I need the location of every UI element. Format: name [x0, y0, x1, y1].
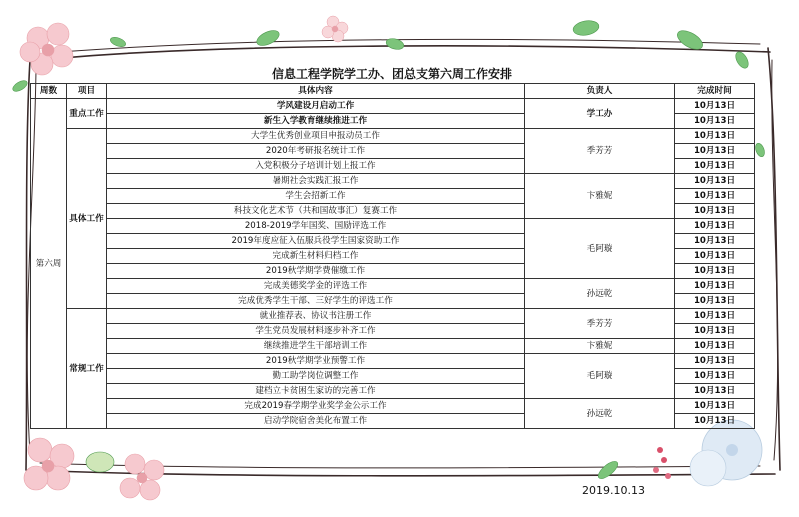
owner-cell: 卞雅妮 — [525, 339, 675, 354]
content-cell: 启动学院宿舍美化布置工作 — [107, 414, 525, 429]
date-cell: 10月13日 — [675, 129, 755, 144]
content-cell: 科技文化艺术节（共和国故事汇）复赛工作 — [107, 204, 525, 219]
header-week: 周数 — [31, 84, 67, 99]
content-cell: 完成美德奖学金的评选工作 — [107, 279, 525, 294]
date-cell: 10月13日 — [675, 114, 755, 129]
content-cell: 入党积极分子培训计划上报工作 — [107, 159, 525, 174]
date-cell: 10月13日 — [675, 384, 755, 399]
content-cell: 勤工助学岗位调整工作 — [107, 369, 525, 384]
content-cell: 就业推荐表、协议书注册工作 — [107, 309, 525, 324]
date-cell: 10月13日 — [675, 399, 755, 414]
category-cell: 常规工作 — [67, 309, 107, 429]
header-date: 完成时间 — [675, 84, 755, 99]
date-cell: 10月13日 — [675, 324, 755, 339]
table-row — [31, 339, 755, 354]
date-cell: 10月13日 — [675, 144, 755, 159]
content-cell: 2020年考研报名统计工作 — [107, 144, 525, 159]
content-cell: 继续推进学生干部培训工作 — [107, 339, 525, 354]
table-row — [31, 309, 755, 324]
footer-date-text: 2019.10.13 — [582, 484, 645, 497]
flower-bottom-right — [653, 420, 762, 486]
table-header-row — [31, 84, 755, 99]
content-cell: 建档立卡贫困生家访的完善工作 — [107, 384, 525, 399]
content-cell: 完成新生材料归档工作 — [107, 249, 525, 264]
content-cell: 2019年度应征入伍服兵役学生国家资助工作 — [107, 234, 525, 249]
date-cell: 10月13日 — [675, 264, 755, 279]
content-cell: 学生党员发展材料逐步补齐工作 — [107, 324, 525, 339]
date-cell: 10月13日 — [675, 204, 755, 219]
owner-cell: 卞雅妮 — [525, 174, 675, 219]
content-cell: 大学生优秀创业项目申报动员工作 — [107, 129, 525, 144]
date-cell: 10月13日 — [675, 234, 755, 249]
date-cell: 10月13日 — [675, 309, 755, 324]
date-cell: 10月13日 — [675, 339, 755, 354]
header-content: 具体内容 — [107, 84, 525, 99]
date-cell: 10月13日 — [675, 189, 755, 204]
content-cell: 2018-2019学年国奖、国励评选工作 — [107, 219, 525, 234]
owner-cell: 毛阿璇 — [525, 219, 675, 279]
date-cell: 10月13日 — [675, 414, 755, 429]
content-cell: 完成2019春学期学业奖学金公示工作 — [107, 399, 525, 414]
table-row — [31, 279, 755, 294]
document-title: 信息工程学院学工办、团总支第六周工作安排 — [271, 67, 512, 81]
content-cell: 学风建设月启动工作 — [107, 99, 525, 114]
flower-top-center — [322, 16, 348, 42]
owner-cell: 季芳芳 — [525, 309, 675, 339]
content-cell: 暑期社会实践汇报工作 — [107, 174, 525, 189]
content-cell: 新生入学教育继续推进工作 — [107, 114, 525, 129]
date-cell: 10月13日 — [675, 249, 755, 264]
date-cell: 10月13日 — [675, 294, 755, 309]
date-cell: 10月13日 — [675, 354, 755, 369]
date-cell: 10月13日 — [675, 159, 755, 174]
table-body — [31, 99, 755, 429]
date-cell: 10月13日 — [675, 99, 755, 114]
table-row — [31, 129, 755, 144]
content-cell: 2019秋学期学费催缴工作 — [107, 264, 525, 279]
date-cell: 10月13日 — [675, 219, 755, 234]
content-cell: 完成优秀学生干部、三好学生的评选工作 — [107, 294, 525, 309]
header-category: 项目 — [67, 84, 107, 99]
schedule-table — [30, 83, 755, 429]
table-row — [31, 174, 755, 189]
date-cell: 10月13日 — [675, 174, 755, 189]
owner-cell: 毛阿璇 — [525, 354, 675, 399]
table-row — [31, 354, 755, 369]
owner-cell: 孙远乾 — [525, 399, 675, 429]
owner-cell: 学工办 — [525, 99, 675, 129]
footer-date — [30, 484, 754, 498]
table-row — [31, 399, 755, 414]
owner-cell: 孙远乾 — [525, 279, 675, 309]
category-cell: 重点工作 — [67, 99, 107, 129]
content-cell: 2019秋学期学业预警工作 — [107, 354, 525, 369]
owner-cell: 季芳芳 — [525, 129, 675, 174]
week-cell: 第六周 — [31, 99, 67, 429]
category-cell: 具体工作 — [67, 129, 107, 309]
table-row — [31, 99, 755, 114]
date-cell: 10月13日 — [675, 279, 755, 294]
date-cell: 10月13日 — [675, 369, 755, 384]
content-cell: 学生会招新工作 — [107, 189, 525, 204]
table-row — [31, 219, 755, 234]
header-owner: 负责人 — [525, 84, 675, 99]
